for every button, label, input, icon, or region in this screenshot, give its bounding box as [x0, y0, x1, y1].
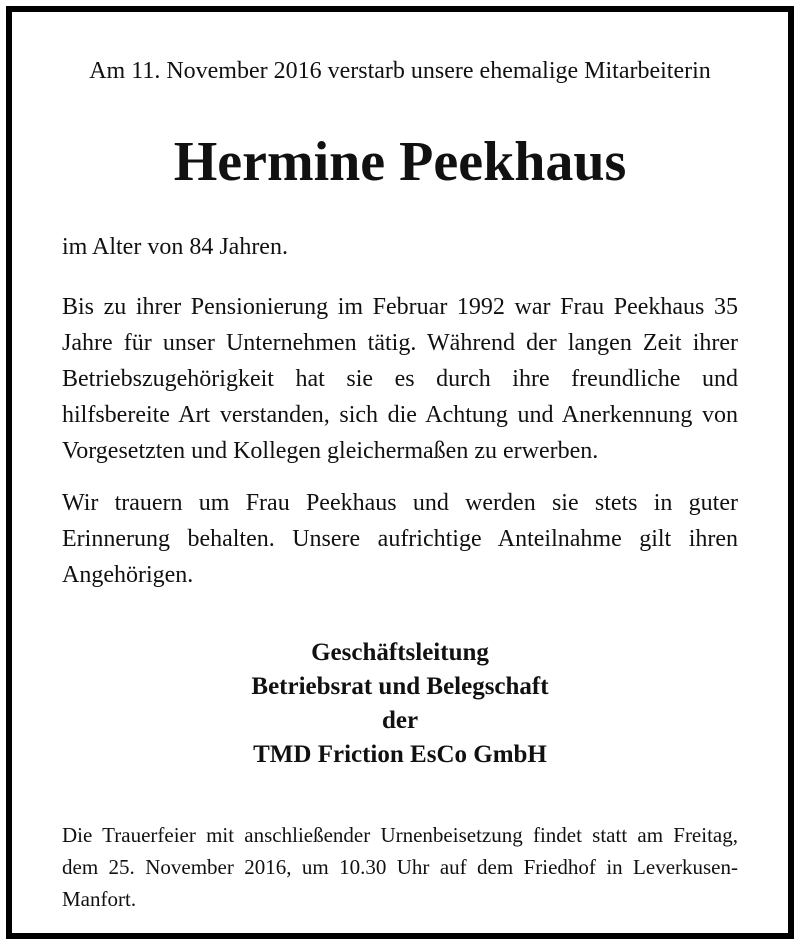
- intro-line: Am 11. November 2016 verstarb unsere ehemalige Mitarbeiterin: [89, 58, 711, 84]
- funeral-info: Die Trauerfeier mit anschließender Urnenbeisetzung findet statt am Freitag, dem 25. November 2016, um 10.30 Uhr auf dem Friedhof in Leverkusen-Manfort.: [62, 823, 738, 911]
- signature-line-der: der: [381, 707, 419, 734]
- condolence-paragraph: Wir trauern um Frau Peekhaus und werden sie stets in guter Erinnerung behalten. Unsere aufrichtige Anteilnahme gilt ihren Angehörigen.: [62, 490, 738, 588]
- signature-line-management: Geschäftsleitung: [311, 639, 489, 666]
- career-paragraph: Bis zu ihrer Pensionierung im Februar 1992 war Frau Peekhaus 35 Jahre für unser Unternehmen tätig. Während der langen Zeit ihrer Betriebszugehörigkeit hat sie es durch ihre freundliche und hilfsbereite Art verstanden, sich die Achtung und Anerkennung von Vorgesetzten und Kollegen gleichermaßen zu erwerben.: [62, 294, 738, 464]
- deceased-name: Hermine Peekhaus: [173, 131, 627, 193]
- signature-line-company: TMD Friction EsCo GmbH: [253, 741, 547, 768]
- signature-block: [62, 636, 738, 772]
- signature-line-council: Betriebsrat und Belegschaft: [251, 673, 549, 700]
- obituary-frame: [6, 6, 794, 939]
- age-line: im Alter von 84 Jahren.: [62, 234, 288, 260]
